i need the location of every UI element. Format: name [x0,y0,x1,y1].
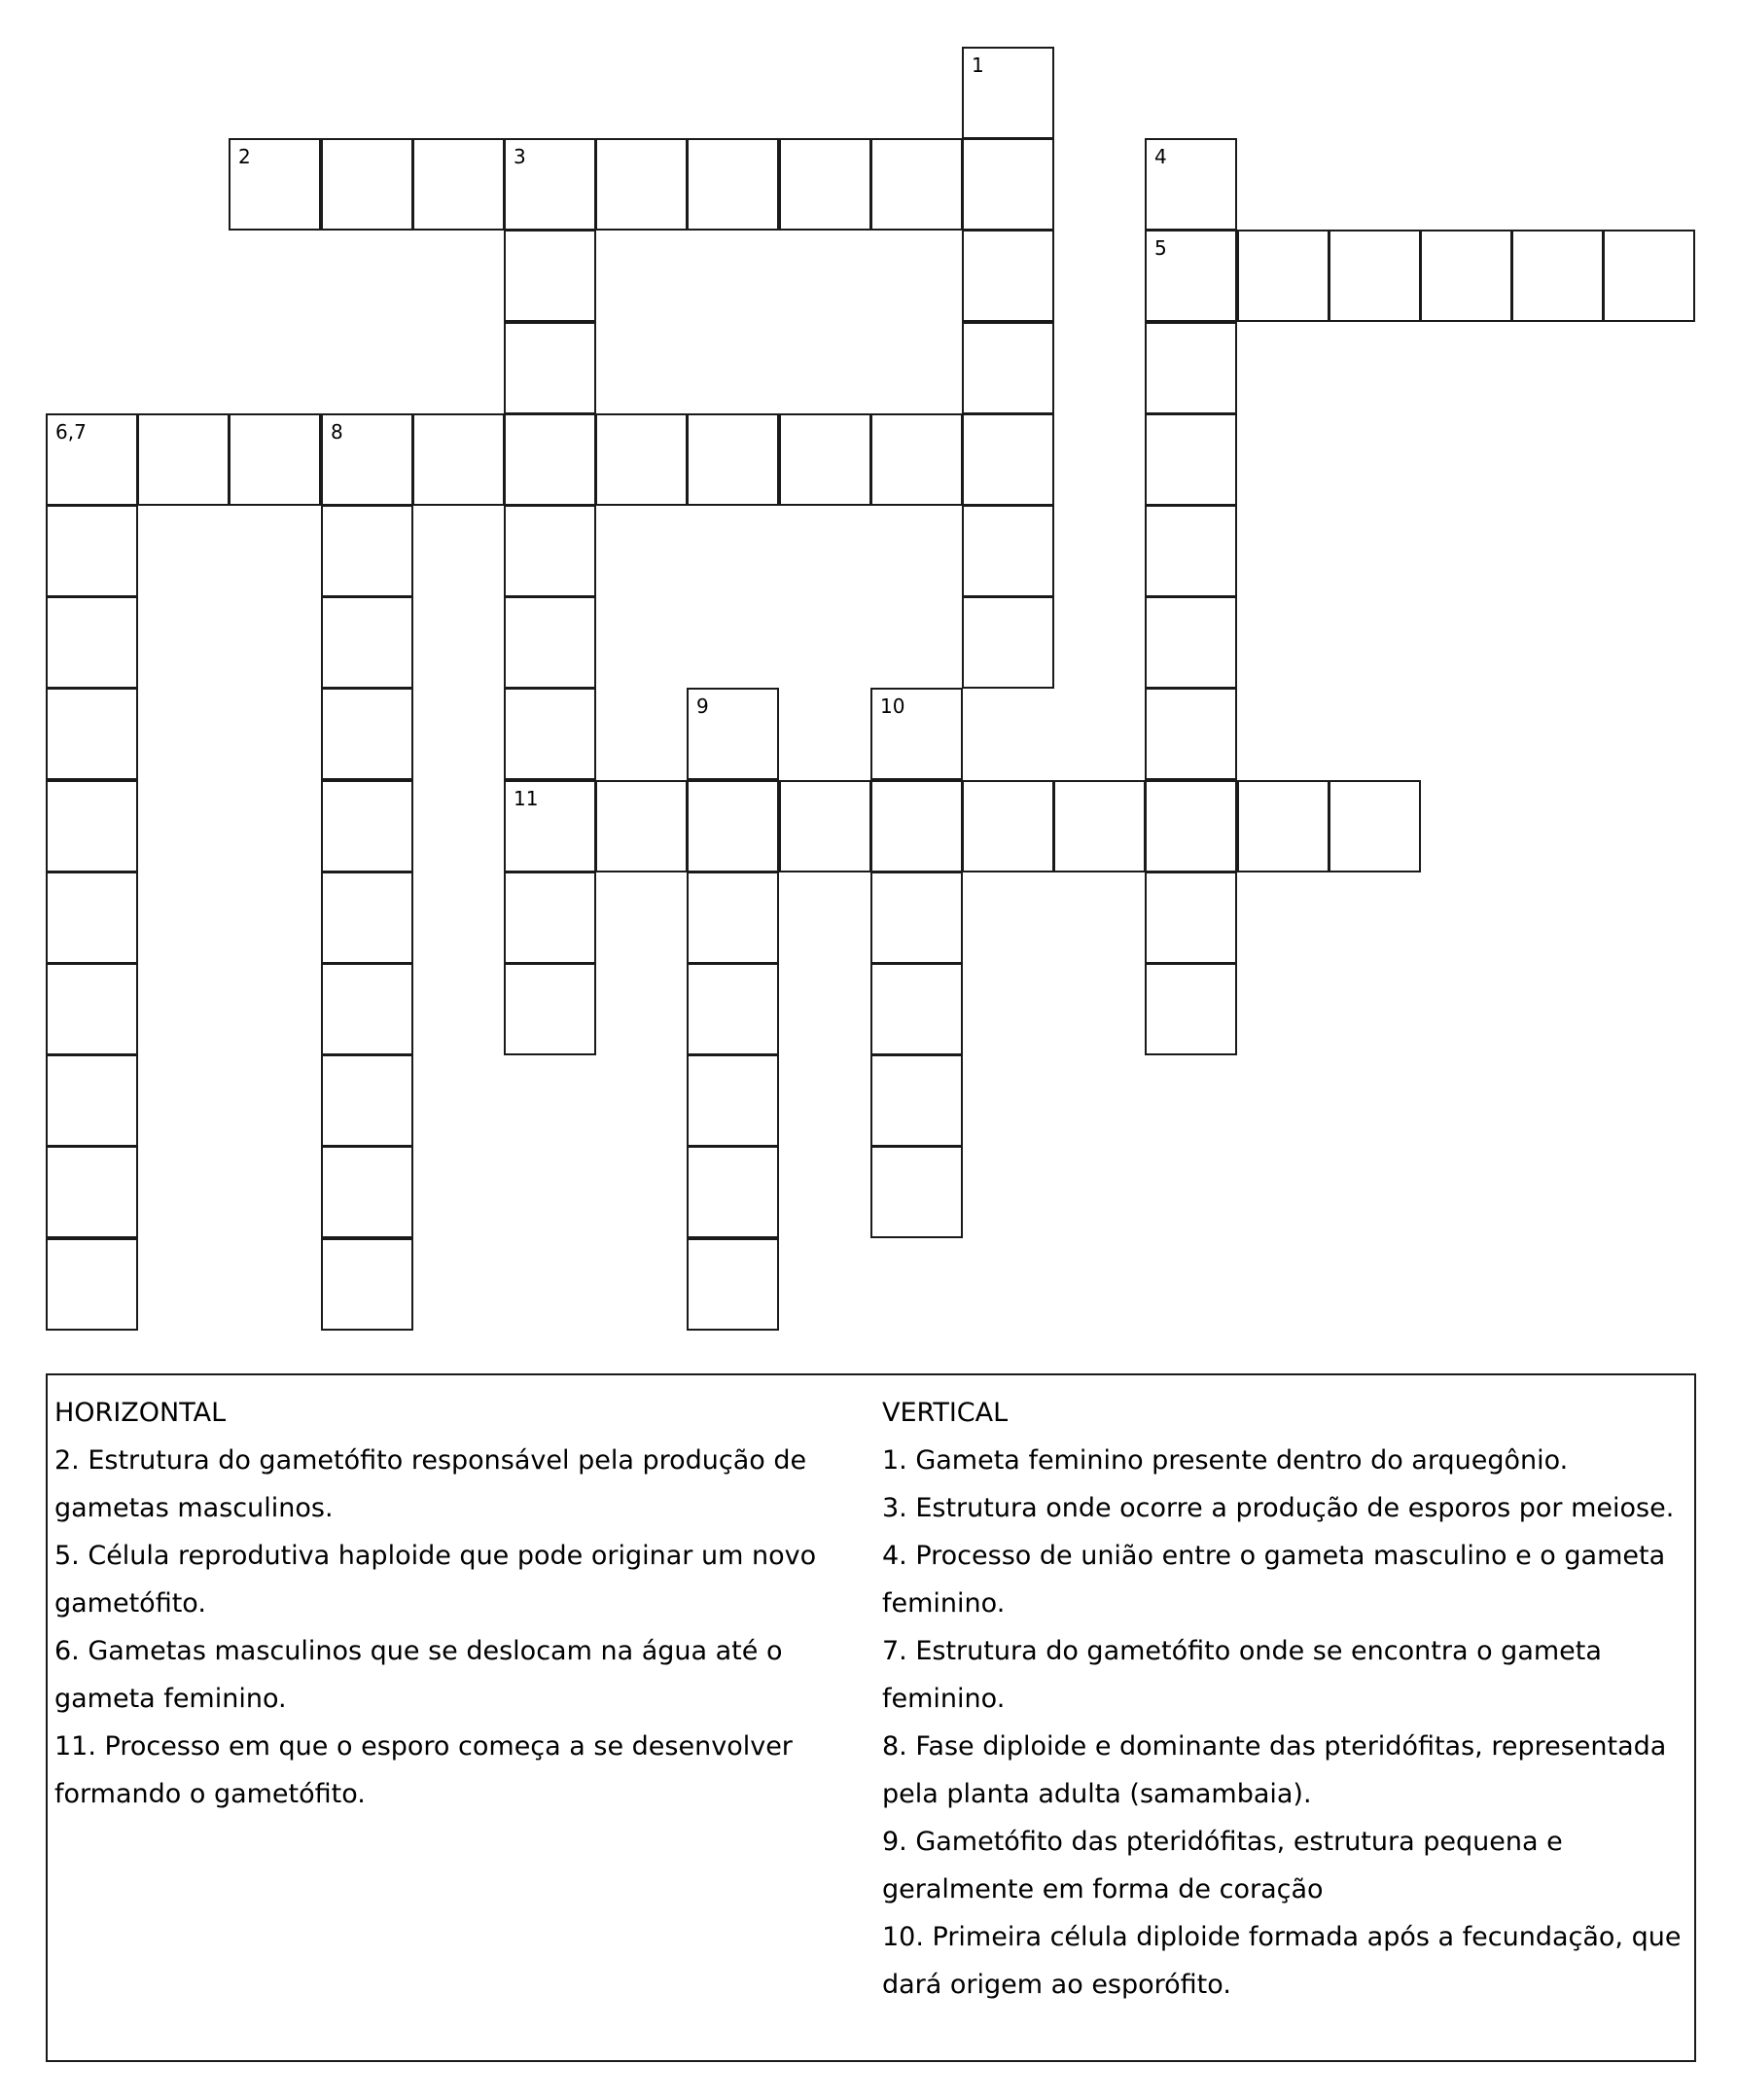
grid-cell[interactable] [504,688,596,780]
grid-cell[interactable] [321,596,413,689]
grid-cell[interactable] [46,1146,138,1238]
grid-cell[interactable] [321,1238,413,1331]
grid-cell[interactable] [46,413,138,506]
grid-cell[interactable] [779,413,871,506]
grid-cell[interactable] [504,322,596,414]
clue-number: 3 [514,145,526,168]
grid-cell[interactable] [1145,322,1237,414]
grid-cell[interactable] [687,413,779,506]
grid-cell[interactable] [1145,780,1237,872]
grid-cell[interactable] [1237,230,1329,322]
grid-cell[interactable] [870,872,963,964]
clue-line: 6. Gametas masculinos que se deslocam na água até o [54,1636,783,1666]
grid-cell[interactable] [321,872,413,964]
clue-line: 2. Estrutura do gametófito responsável pela produção de [54,1445,807,1476]
grid-cell[interactable] [1329,230,1421,322]
grid-cell[interactable] [321,780,413,872]
grid-cell[interactable] [1237,780,1329,872]
grid-cell[interactable] [321,1054,413,1147]
grid-cell[interactable] [1145,138,1237,231]
horizontal-clues [54,1389,871,1818]
grid-cell[interactable] [595,780,688,872]
grid-cell[interactable] [1145,230,1237,322]
grid-cell[interactable] [46,688,138,780]
clue-line: 9. Gametófito das pteridófitas, estrutura pequena e [882,1827,1563,1857]
grid-cell[interactable] [46,596,138,689]
grid-cell[interactable] [504,963,596,1055]
grid-cell[interactable] [962,47,1054,139]
grid-cell[interactable] [229,413,321,506]
clue-line: 1. Gameta feminino presente dentro do arquegônio. [882,1445,1569,1476]
clue-line: 4. Processo de união entre o gameta masculino e o gameta [882,1541,1666,1571]
clue-line: 11. Processo em que o esporo começa a se desenvolver [54,1731,793,1762]
vertical-clues [882,1389,1689,2009]
grid-cell[interactable] [137,413,230,506]
grid-cell[interactable] [412,413,505,506]
clue-line: gametas masculinos. [54,1493,334,1523]
grid-cell[interactable] [46,1054,138,1147]
grid-cell[interactable] [687,963,779,1055]
grid-cell[interactable] [962,596,1054,689]
clue-line: pela planta adulta (samambaia). [882,1779,1312,1809]
grid-cell[interactable] [321,1146,413,1238]
clue-line: 3. Estrutura onde ocorre a produção de esporos por meiose. [882,1493,1675,1523]
clue-number: 5 [1154,236,1167,260]
grid-cell[interactable] [687,1146,779,1238]
grid-cell[interactable] [1053,780,1146,872]
grid-cell[interactable] [321,963,413,1055]
grid-cell[interactable] [504,230,596,322]
grid-cell[interactable] [962,230,1054,322]
grid-cell[interactable] [687,688,779,780]
clue-line: geralmente em forma de coração [882,1874,1324,1904]
grid-cell[interactable] [1145,596,1237,689]
clue-number: 4 [1154,145,1167,168]
grid-cell[interactable] [1603,230,1695,322]
grid-cell[interactable] [504,872,596,964]
clue-line: 10. Primeira célula diploide formada após a fecundação, que [882,1922,1682,1952]
grid-cell[interactable] [870,780,963,872]
grid-cell[interactable] [870,1054,963,1147]
clue-number: 8 [331,420,343,444]
grid-cell[interactable] [779,780,871,872]
grid-cell[interactable] [504,413,596,506]
grid-cell[interactable] [962,780,1054,872]
grid-cell[interactable] [870,138,963,231]
clue-number: 10 [880,694,905,718]
grid-cell[interactable] [687,1054,779,1147]
grid-cell[interactable] [779,138,871,231]
grid-cell[interactable] [46,780,138,872]
clue-line: 5. Célula reprodutiva haploide que pode originar um novo [54,1541,817,1571]
vertical-heading: VERTICAL [882,1398,1009,1428]
grid-cell[interactable] [687,138,779,231]
clue-number: 9 [696,694,709,718]
grid-cell[interactable] [687,1238,779,1331]
clue-number: 11 [514,787,539,810]
grid-cell[interactable] [46,872,138,964]
grid-cell[interactable] [46,963,138,1055]
clue-number: 6,7 [55,420,87,444]
grid-cell[interactable] [1145,872,1237,964]
grid-cell[interactable] [229,138,321,231]
clue-number: 1 [972,53,984,77]
clue-line: gametófito. [54,1588,206,1619]
grid-cell[interactable] [962,413,1054,506]
clue-line: feminino. [882,1588,1006,1619]
grid-cell[interactable] [504,505,596,597]
grid-cell[interactable] [1511,230,1604,322]
grid-cell[interactable] [870,963,963,1055]
grid-cell[interactable] [1420,230,1512,322]
clue-line: 8. Fase diploide e dominante das pteridófitas, representada [882,1731,1667,1762]
grid-cell[interactable] [504,138,596,231]
grid-cell[interactable] [595,413,688,506]
grid-cell[interactable] [412,138,505,231]
clues-box [46,1373,1696,2062]
grid-cell[interactable] [321,413,413,506]
grid-cell[interactable] [870,413,963,506]
grid-cell[interactable] [870,1146,963,1238]
grid-cell[interactable] [1145,688,1237,780]
grid-cell[interactable] [321,505,413,597]
grid-cell[interactable] [46,505,138,597]
grid-cell[interactable] [1145,963,1237,1055]
grid-cell[interactable] [46,1238,138,1331]
grid-cell[interactable] [1145,413,1237,506]
grid-cell[interactable] [595,138,688,231]
clue-line: feminino. [882,1684,1006,1714]
horizontal-heading: HORIZONTAL [54,1398,227,1428]
grid-cell[interactable] [504,780,596,872]
grid-cell[interactable] [687,780,779,872]
grid-cell[interactable] [962,138,1054,231]
grid-cell[interactable] [321,138,413,231]
grid-cell[interactable] [321,688,413,780]
grid-cell[interactable] [1329,780,1421,872]
clue-line: 7. Estrutura do gametófito onde se encontra o gameta [882,1636,1602,1666]
clue-line: dará origem ao esporófito. [882,1970,1231,2000]
grid-cell[interactable] [870,688,963,780]
clue-number: 2 [238,145,251,168]
clue-line: formando o gametófito. [54,1779,366,1809]
grid-cell[interactable] [504,596,596,689]
clue-line: gameta feminino. [54,1684,287,1714]
grid-cell[interactable] [962,505,1054,597]
grid-cell[interactable] [1145,505,1237,597]
grid-cell[interactable] [687,872,779,964]
grid-cell[interactable] [962,322,1054,414]
